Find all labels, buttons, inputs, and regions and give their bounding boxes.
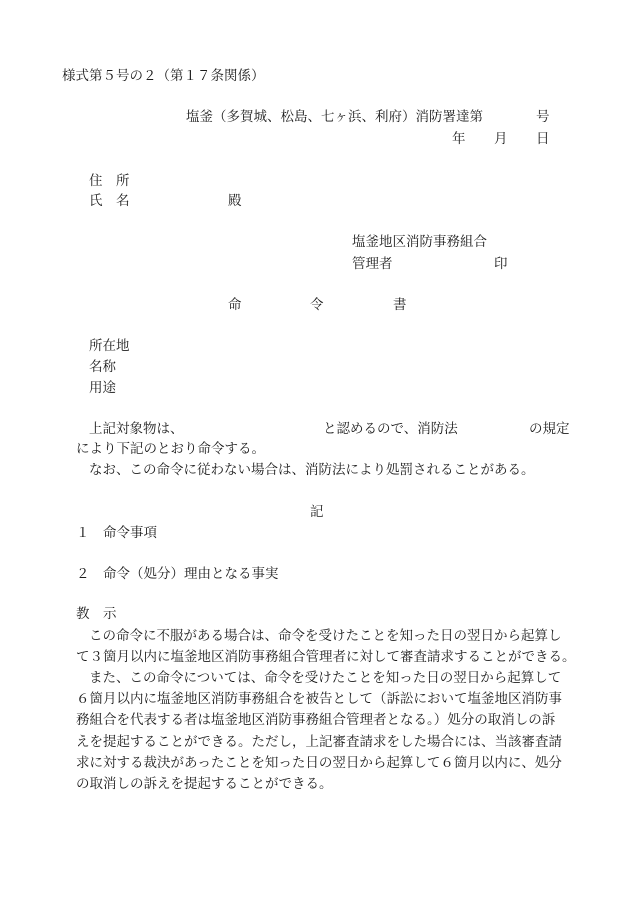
instruction-line-8: の取消しの訴えを提起することができる。 — [76, 776, 333, 792]
document-title-char-3: 書 — [393, 297, 407, 313]
date-month: 月 — [494, 131, 508, 147]
office-order-number-label: 塩釜（多賀城、松島、七ヶ浜、利府）消防署達第 — [186, 109, 483, 125]
form-label: 様式第５号の２（第１７条関係） — [62, 68, 265, 84]
date-year: 年 — [452, 131, 466, 147]
document-title-char-1: 命 — [228, 297, 242, 313]
target-location-label: 所在地 — [89, 338, 130, 354]
item-1-order-matters: １ 命令事項 — [76, 525, 157, 541]
instruction-line-5: 務組合を代表する者は塩釜地区消防事務組合管理者となる。）処分の取消しの訴 — [76, 712, 556, 728]
instruction-line-3: また、この命令については、命令を受けたことを知った日の翌日から起算して — [89, 670, 562, 686]
item-2-reason-facts: ２ 命令（処分）理由となる事実 — [76, 566, 279, 582]
order-number-suffix: 号 — [536, 109, 550, 125]
body-line-3: なお、この命令に従わない場合は、消防法により処罰されることがある。 — [89, 462, 535, 478]
instruction-heading: 教 示 — [76, 606, 117, 622]
target-name-label: 名称 — [89, 359, 116, 375]
body-line-1c: の規定 — [529, 421, 570, 437]
record-heading: 記 — [310, 504, 324, 520]
addressee-address-label: 住 所 — [89, 173, 130, 189]
instruction-line-4: ６箇月以内に塩釜地区消防事務組合を被告として（訴訟において塩釜地区消防事 — [76, 691, 562, 707]
issuer-manager-label: 管理者 — [352, 256, 393, 272]
body-line-1a: 上記対象物は、 — [89, 421, 184, 437]
instruction-line-1: この命令に不服がある場合は、命令を受けたことを知った日の翌日から起算し — [89, 628, 562, 644]
target-use-label: 用途 — [89, 380, 116, 396]
issuer-organization: 塩釜地区消防事務組合 — [352, 234, 487, 250]
body-line-2: により下記のとおり命令する。 — [76, 441, 265, 457]
addressee-honorific: 殿 — [228, 193, 242, 209]
instruction-line-7: 求に対する裁決があったことを知った日の翌日から起算して６箇月以内に、処分 — [76, 755, 562, 771]
issuer-seal: 印 — [494, 256, 508, 272]
document-title-char-2: 令 — [310, 297, 324, 313]
instruction-line-6: えを提起することができる。ただし，上記審査請求をした場合には、当該審査請 — [76, 734, 562, 750]
body-line-1b: と認めるので、消防法 — [323, 421, 458, 437]
instruction-line-2: て３箇月以内に塩釜地区消防事務組合管理者に対して審査請求することができる。 — [76, 649, 576, 665]
date-day: 日 — [536, 131, 550, 147]
addressee-name-label: 氏 名 — [89, 193, 130, 209]
